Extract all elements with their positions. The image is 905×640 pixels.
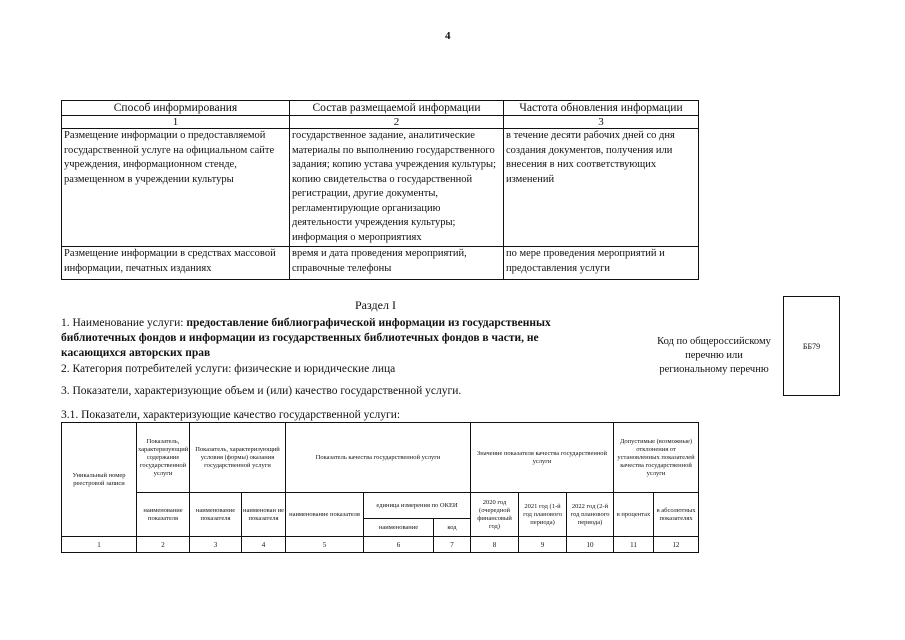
- col-number: 8: [471, 537, 519, 553]
- quality-table-numbers: [62, 537, 699, 553]
- header-allowed-deviation: Допустимые (возможные) отклонения от установленных показателей качества государственной услуги: [614, 423, 699, 493]
- col-number: 12: [654, 537, 699, 553]
- info-cell: государственное задание, аналитические материалы по выполнению государственного задания; копию устава учреждения культуры; копию свидетельства о государственной регистрации, другие документы, регламентирующие организацию деятельности учреждения культуры; информация о мероприятиях: [290, 129, 504, 247]
- info-table: [61, 100, 699, 280]
- col-number: 6: [364, 537, 434, 553]
- quality-indicators-heading: 3.1. Показатели, характеризующие качество государственной услуги:: [61, 409, 401, 421]
- col-number: 5: [286, 537, 364, 553]
- service-name: [61, 316, 581, 361]
- header-year-2020: 2020 год (очередной финансовый год): [471, 493, 519, 537]
- header-quality-indicator: Показатель качества государственной услуги: [286, 423, 471, 493]
- col-number: 11: [614, 537, 654, 553]
- info-table-numbers: [62, 116, 699, 129]
- header-deviation-percent: в процентах: [614, 493, 654, 537]
- header-deviation-absolute: в абсолютных показателях: [654, 493, 699, 537]
- header-year-2022: 2022 год (2-й год планового периода): [567, 493, 614, 537]
- header-conditions-indicator: Показатель, характеризующий условия (формы) оказания государственной услуги: [190, 423, 286, 493]
- col-number: 2: [137, 537, 190, 553]
- info-col-number: 3: [504, 116, 699, 129]
- table-row: [62, 129, 699, 247]
- registry-code-label: Код по общероссийскому перечню или региональному перечню: [657, 336, 771, 375]
- registry-code-box: [783, 296, 840, 396]
- col-number: 4: [242, 537, 286, 553]
- info-cell: в течение десяти рабочих дней со дня создания документов, получения или внесения в них соответствующих изменений: [504, 129, 699, 247]
- header-content-indicator: Показатель, характеризующий содержание государственной услуги: [137, 423, 190, 493]
- quality-table: [61, 422, 699, 553]
- service-name-value: предоставление библиографической информации из государственных библиотечных фондов и информации из государственных библиотечных фондов в части, не касающихся авторских прав: [61, 317, 551, 359]
- page-number: 4: [445, 30, 451, 42]
- info-cell: Размещение информации о предоставляемой государственной услуге на официальном сайте учреждения, информационном стенде, размещенном в учреждении культуры: [62, 129, 290, 247]
- header-unique-number: Уникальный номер реестровой записи: [62, 423, 137, 537]
- info-col-number: 2: [290, 116, 504, 129]
- info-cell: по мере проведения мероприятий и предоставления услуги: [504, 247, 699, 280]
- info-header-frequency: Частота обновления информации: [504, 101, 699, 116]
- header-condition-name-2: наименован ие показателя: [242, 493, 286, 537]
- info-table-header: [62, 101, 699, 116]
- header-unit-name: наименование: [364, 519, 434, 537]
- col-number: 7: [434, 537, 471, 553]
- indicators-heading: 3. Показатели, характеризующие объем и (или) качество государственной услуги.: [61, 385, 462, 397]
- service-name-label: 1. Наименование услуги:: [61, 317, 187, 329]
- info-cell: Размещение информации в средствах массовой информации, печатных изданиях: [62, 247, 290, 280]
- info-col-number: 1: [62, 116, 290, 129]
- header-content-name: наименование показателя: [137, 493, 190, 537]
- registry-code-value: ББ79: [802, 341, 821, 351]
- table-row: [62, 247, 699, 280]
- header-unit: единица измерения по ОКЕИ: [364, 493, 471, 519]
- header-condition-name: наименование показателя: [190, 493, 242, 537]
- info-header-method: Способ информирования: [62, 101, 290, 116]
- col-number: 3: [190, 537, 242, 553]
- info-header-content: Состав размещаемой информации: [290, 101, 504, 116]
- col-number: 1: [62, 537, 137, 553]
- col-number: 9: [519, 537, 567, 553]
- header-quality-name: наименование показателя: [286, 493, 364, 537]
- header-quality-values: Значение показателя качества государственной услуги: [471, 423, 614, 493]
- col-number: 10: [567, 537, 614, 553]
- header-year-2021: 2021 год (1-й год планового периода): [519, 493, 567, 537]
- section-title: Раздел I: [355, 298, 396, 312]
- header-unit-code: код: [434, 519, 471, 537]
- consumer-category: 2. Категория потребителей услуги: физические и юридические лица: [61, 363, 396, 375]
- info-cell: время и дата проведения мероприятий, справочные телефоны: [290, 247, 504, 280]
